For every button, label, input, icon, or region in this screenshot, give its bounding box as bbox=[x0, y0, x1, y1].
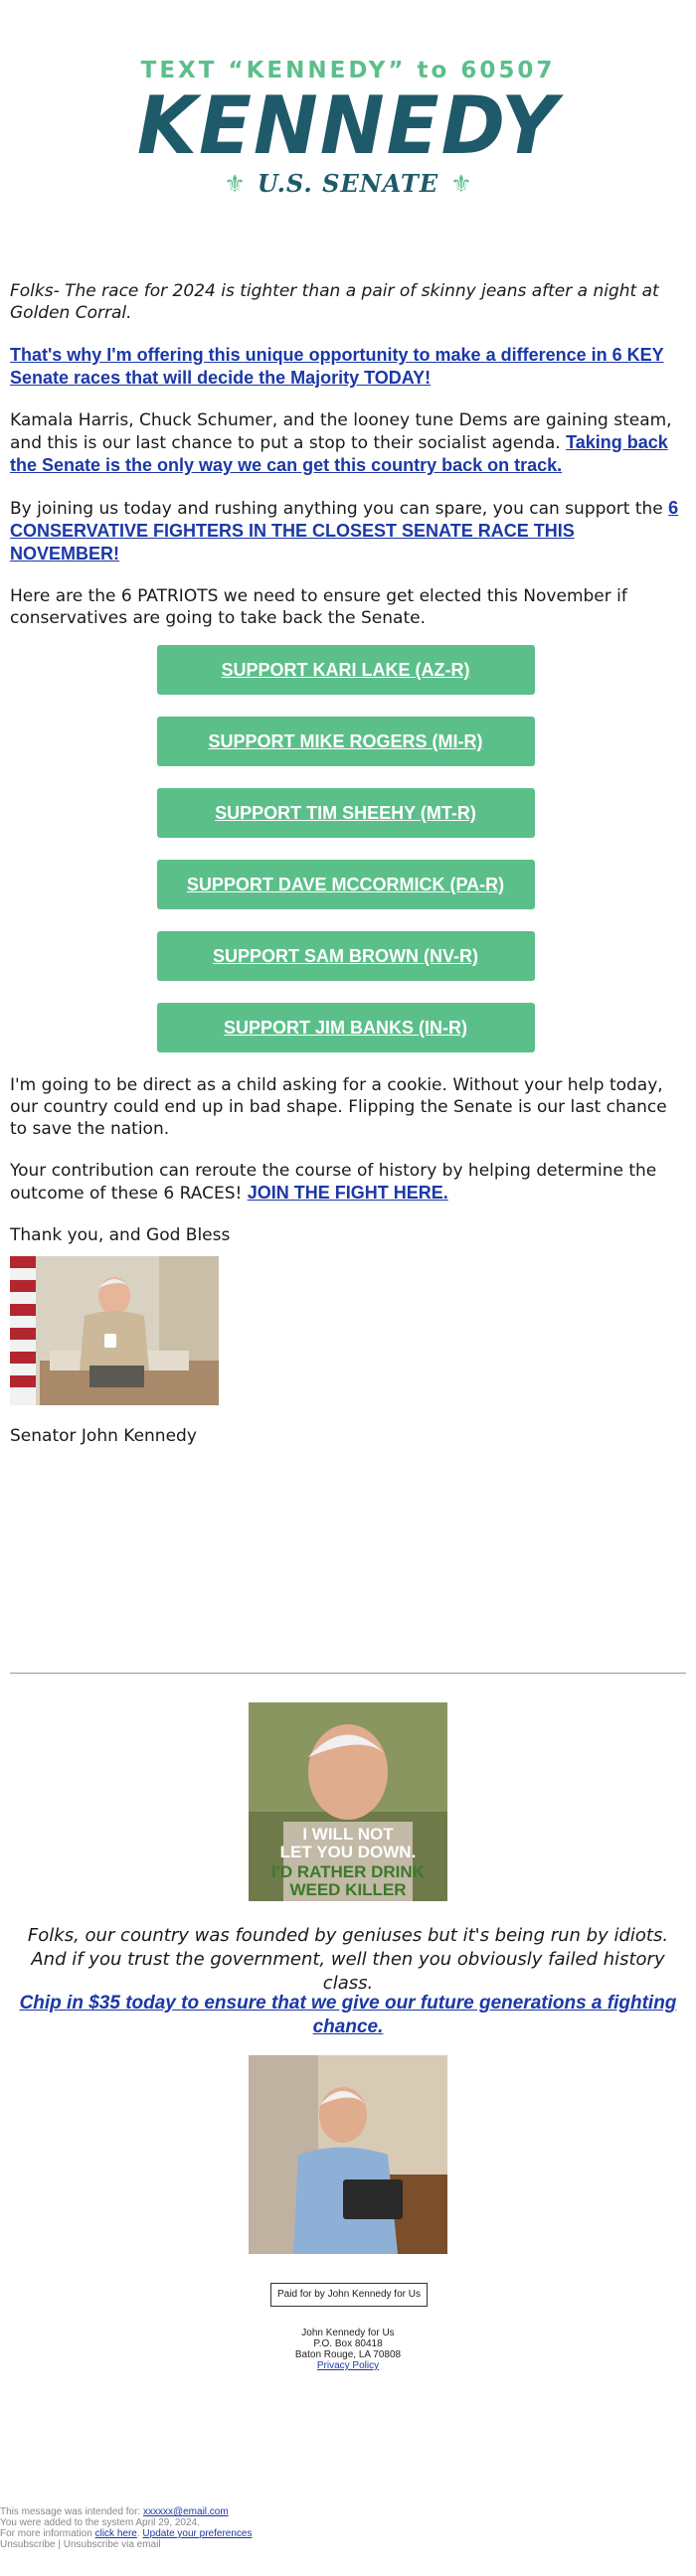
support-jim-banks-button[interactable]: SUPPORT JIM BANKS (IN-R) bbox=[157, 1003, 535, 1052]
mailing-address bbox=[10, 2328, 686, 2371]
more-info-label: For more information bbox=[0, 2528, 92, 2539]
address-line-1: John Kennedy for Us bbox=[301, 2328, 395, 2338]
address-line-3: Baton Rouge, LA 70808 bbox=[294, 2349, 402, 2360]
privacy-policy-link[interactable]: Privacy Policy bbox=[316, 2360, 380, 2371]
intro-paragraph: Folks- The race for 2024 is tighter than a pair of skinny jeans after a night at Golden Corral. bbox=[10, 281, 659, 323]
offer-link[interactable]: That's why I'm offering this unique opportunity to make a difference in 6 KEY Senate races that will decide the Majority TODAY! bbox=[10, 345, 664, 388]
offer-paragraph bbox=[10, 344, 681, 390]
email-header bbox=[0, 0, 696, 198]
senator-meme-illustration bbox=[249, 1702, 447, 1901]
meme-line-4: WEED KILLER bbox=[289, 1880, 407, 1899]
meme-line-3: I'D RATHER DRINK bbox=[271, 1862, 425, 1881]
senator-tablet-illustration bbox=[249, 2055, 447, 2254]
kennedy-logo: KENNEDY bbox=[136, 80, 560, 172]
intended-for-line bbox=[0, 2506, 252, 2517]
meme-line-1: I WILL NOT bbox=[302, 1825, 394, 1844]
recipient-email-link[interactable]: xxxxxx@email.com bbox=[142, 2506, 229, 2517]
support-sam-brown-button[interactable]: SUPPORT SAM BROWN (NV-R) bbox=[157, 931, 535, 981]
senate-subline bbox=[0, 169, 696, 198]
meme-line-2: LET YOU DOWN. bbox=[279, 1843, 417, 1861]
candidate-button-list bbox=[10, 645, 681, 1052]
direct-paragraph: I'm going to be direct as a child asking for a cookie. Without your help today, our country could end up in bad shape. Flipping the Senate is our last chance to save the nation. bbox=[10, 1075, 667, 1139]
contribution-text: Your contribution can reroute the course of history by helping determine the outcome of these 6 RACES! bbox=[10, 1161, 657, 1204]
support-dave-mccormick-button[interactable]: SUPPORT DAVE MCCORMICK (PA-R) bbox=[157, 860, 535, 909]
intended-for-label: This message was intended for: bbox=[0, 2506, 141, 2517]
update-preferences-link[interactable]: Update your preferences bbox=[142, 2528, 253, 2539]
support-tim-sheehy-button[interactable]: SUPPORT TIM SHEEHY (MT-R) bbox=[157, 788, 535, 838]
added-date-line: You were added to the system April 29, 2024. bbox=[0, 2517, 200, 2528]
patriots-paragraph: Here are the 6 PATRIOTS we need to ensure get elected this November if conservatives are going to take back the Senate. bbox=[10, 586, 627, 628]
email-footer bbox=[0, 2506, 252, 2550]
join-the-fight-link[interactable]: JOIN THE FIGHT HERE. bbox=[247, 1183, 448, 1203]
fleur-de-lis-icon: ⚜ bbox=[224, 169, 246, 198]
meme-image bbox=[249, 1702, 447, 1901]
paid-for-disclaimer: Paid for by John Kennedy for Us bbox=[270, 2283, 428, 2307]
chip-in-cta bbox=[10, 1992, 686, 2039]
text-to-donate-cta: TEXT “KENNEDY” to 60507 bbox=[140, 58, 556, 83]
us-senate-label: U.S. SENATE bbox=[257, 169, 439, 198]
join-text: By joining us today and rushing anything you can spare, you can support the bbox=[10, 499, 663, 519]
click-here-link[interactable]: click here bbox=[94, 2528, 137, 2539]
unsubscribe-line[interactable]: Unsubscribe | Unsubscribe via email bbox=[0, 2539, 161, 2550]
signature: Senator John Kennedy bbox=[10, 1426, 197, 1446]
founded-by-geniuses-quote: Folks, our country was founded by geniuses but it's being run by idiots. And if you trust the government, well then you obviously failed history class. bbox=[27, 1925, 669, 1994]
support-mike-rogers-button[interactable]: SUPPORT MIKE ROGERS (MI-R) bbox=[157, 717, 535, 766]
senator-seated-illustration bbox=[10, 1256, 219, 1405]
thank-you-text: Thank you, and God Bless bbox=[10, 1225, 231, 1245]
american-flag-icon bbox=[10, 1256, 36, 1405]
email-body bbox=[10, 280, 681, 1467]
support-kari-lake-button[interactable]: SUPPORT KARI LAKE (AZ-R) bbox=[157, 645, 535, 695]
senator-seated-photo bbox=[10, 1256, 219, 1405]
more-info-line: For more information click here. Update your preferences bbox=[0, 2528, 253, 2539]
join-paragraph bbox=[10, 497, 681, 565]
senator-tablet-photo bbox=[249, 2055, 447, 2254]
address-line-2: P.O. Box 80418 bbox=[313, 2338, 383, 2349]
section-divider bbox=[10, 1673, 686, 1674]
dems-paragraph bbox=[10, 409, 681, 477]
fleur-de-lis-icon: ⚜ bbox=[450, 169, 472, 198]
chip-in-35-link[interactable]: Chip in $35 today to ensure that we give our future generations a fighting chance. bbox=[19, 1993, 677, 2037]
take-back-senate-link[interactable]: Taking back the Senate is the only way we can get this country back on track. bbox=[10, 432, 668, 475]
conservative-fighters-link[interactable]: 6 CONSERVATIVE FIGHTERS IN THE CLOSEST SENATE RACE THIS NOVEMBER! bbox=[10, 498, 679, 564]
contribution-paragraph bbox=[10, 1160, 681, 1205]
dems-text: Kamala Harris, Chuck Schumer, and the looney tune Dems are gaining steam, and this is our last chance to put a stop to their socialist agenda. bbox=[10, 410, 672, 453]
